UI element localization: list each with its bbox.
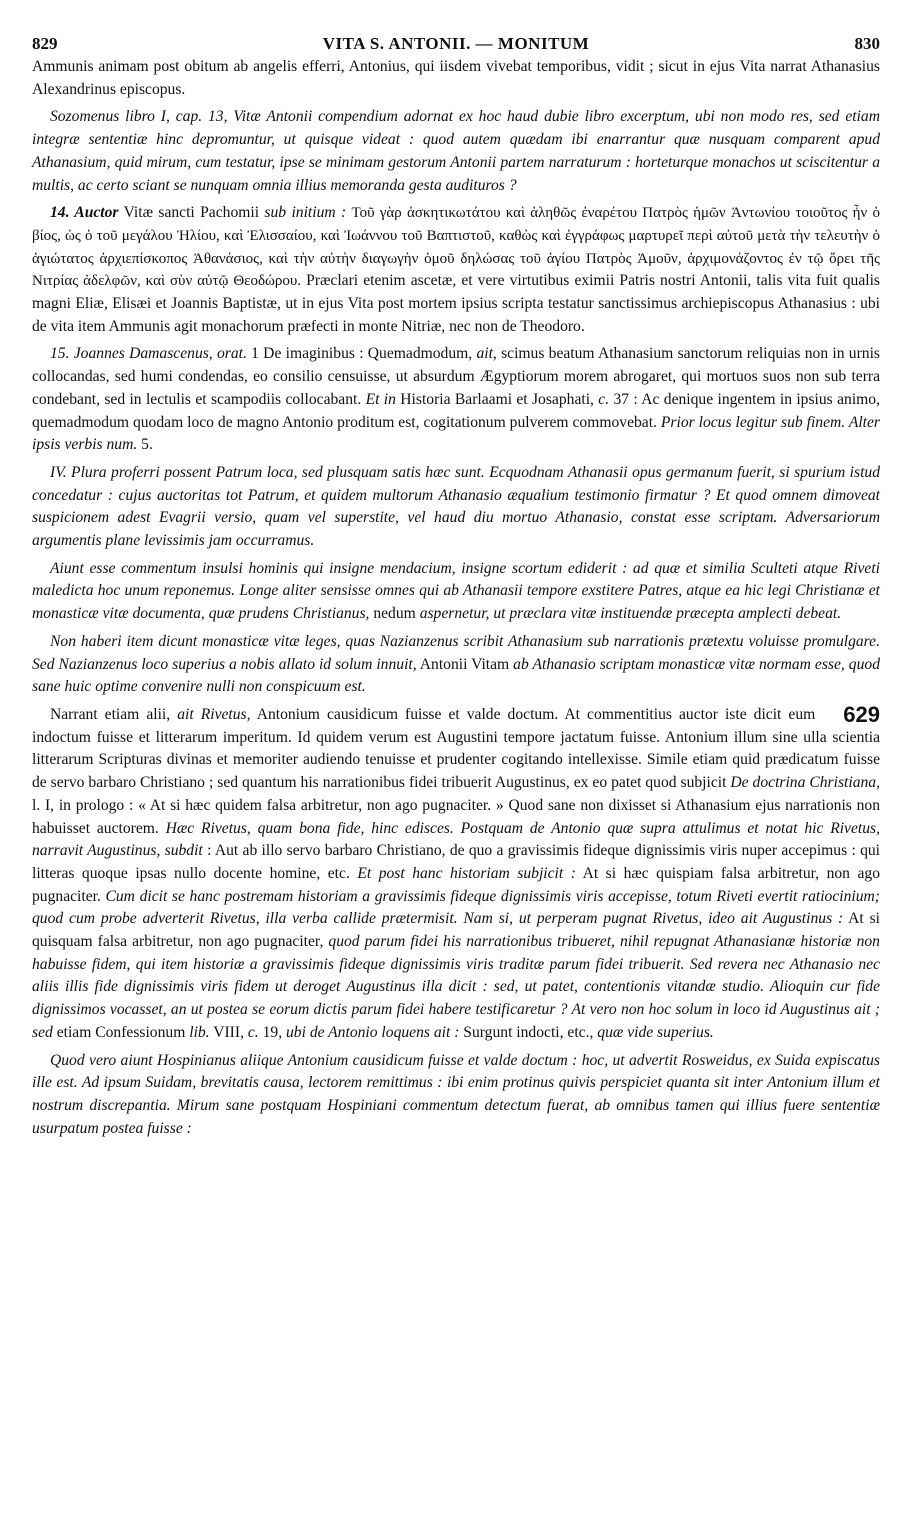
- text: VIII,: [209, 1023, 248, 1041]
- text: Surgunt indocti, etc.,: [459, 1023, 598, 1041]
- text-italic: sub initium :: [264, 204, 347, 222]
- text: Historia Barlaami et Josaphati,: [395, 390, 599, 408]
- text-italic: aspernetur, ut præclara vitæ instituendæ præcepta amplecti debeat.: [415, 605, 842, 623]
- text: 19,: [258, 1023, 286, 1041]
- text: Præclari etenim ascetæ, et vere virtutibus eximii Patris nostri Antonii, talis vita fuit qualis magni Eliæ, Elisæi et Joannis Baptistæ, ut in ejus Vita post mortem ipsius scripta testatur sanctissimus archiepiscopus Athanasius : ubi de vita item Ammunis agit monachorum præfecti in monte Nitriæ, nec non de Theodoro.: [32, 272, 880, 335]
- text: scimus beatum Athanasium sanctorum reliquias non in urnis collocandas, sed humi condendas, eo consilio censuisse, ut absurdum Ægyptiorum morem abrogaret, qui mortuos suos non sub terra condebant, sed in lectulis et scampodiis collocabant.: [32, 345, 880, 408]
- paragraph-sozomenus: Sozomenus libro I, cap. 13, Vitæ Antonii compendium adornat ex hoc haud dubie libro excerptum, ubi non modo res, sed etiam integræ sententiæ hinc depromuntur, ut quisque videat : quod autem quædam ibi enarrantur quæ nusquam comparent apud Athanasium, quid mirum, cum testatur, ipse se minimam gestorum Antonii partem narraturum : horteturque monachos ut sciscitentur a multis, ac certo sciant se nunquam omnia illius memoranda gesta audituros ?: [32, 108, 880, 194]
- text: etiam Confessionum: [52, 1023, 190, 1041]
- text-italic: ubi de Antonio loquens ait :: [286, 1023, 460, 1041]
- text-italic: Hæc Rivetus, quam bona fide, hinc edisces. Postquam de Antonio quæ supra attulimus et notat hic Rivetus, narravit Augustinus, subdit: [32, 819, 880, 860]
- text-italic: c.: [247, 1023, 259, 1041]
- text-italic: Non haberi item dicunt monasticæ vitæ leges, quas Nazianzenus scribit Athanasium sub narrationis prætextu voluisse promulgare. Sed Nazianzenus loco superius a nobis allato id solum innuit,: [32, 632, 880, 673]
- text-italic: ab Athanasio scriptam monasticæ vitæ normam esse, quod sane huic optime convenire nulli non conspicuum est.: [32, 655, 880, 696]
- paragraph-15-damascenus: [32, 343, 880, 457]
- greek-quotation: Τοῦ γὰρ ἀσκητικωτάτου καὶ ἀληθῶς ἐναρέτου Πατρὸς ἡμῶν Ἀντωνίου τοιοῦτος ἦν ὁ βίος, ὡς ὁ τοῦ μεγάλου Ἠλίου, καὶ Ἐλισσαίου, καὶ Ἰωάννου τοῦ Βαπτιστοῦ, καθὼς καὶ ἐγγράφως μαρτυρεῖ περὶ αὐτοῦ μετὰ τὴν τελευτὴν ὁ ἁγιώτατος ἀρχιεπίσκοπος Ἀθανάσιος, καὶ τὴν αὐτὴν διαγωγὴν ὁμοῦ δηλώσας τοῦ ἁγίου Πατρὸς Ἀμοῦν, ἀρχιμονάζοντος ἐν τῷ ὄρει τῆς Νιτρίας ἀδελφῶν, καὶ σὺν αὐτῷ Θεοδώρου.: [32, 205, 880, 290]
- paragraph-aiunt: [32, 558, 880, 626]
- text-italic: c.: [598, 390, 610, 408]
- text-italic: Et post hanc historiam subjicit :: [357, 864, 576, 882]
- text-italic: ait Rivetus,: [177, 705, 251, 723]
- text: At si quisquam falsa arbitretur, non ago pugnaciter,: [32, 910, 880, 951]
- text: At si hæc quispiam falsa arbitretur, non ago pugnaciter.: [32, 864, 880, 905]
- text: : Aut ab illo servo barbaro Christiano, de quo a gravissimis fideque dignissimis viris nuper accepimus : qui litteras quoque ipsas nullo docente homine, etc.: [32, 842, 880, 882]
- running-header: [32, 34, 880, 54]
- text: Antonium causidicum fuisse et valde doctum. At commentitius auctor iste dicit eum indoctum fuisse et litterarum imperitum. Id quidem verum est Augustini tempore jactatum fuisse. Antonium illum sine ulla scientia litterarum Scripturas divinas et memoriter audiendo tenuisse et prudenter cogitando intellexisse. Simile etiam quid prædicatum fuisse de servo barbaro Christiano ; sed quantum his narrationibus fidei tribuerit Augustinus, ex eo patet quod subjicit: [32, 705, 880, 792]
- section-number-14: 14. Auctor: [50, 204, 119, 222]
- text: Narrant etiam alii,: [50, 705, 178, 723]
- text: nedum: [373, 605, 416, 623]
- text-italic: Et in: [365, 390, 396, 408]
- text: Antonii Vitam: [416, 655, 514, 673]
- text-italic: quod parum fidei his narrationibus tribueret, nihil repugnat Athanasianæ historiæ non habuisse fidem, qui item historiæ a gravissimis fideque dignissimis viris traditæ parum fidei tribuerit. Sed revera nec Athanasio nec aliis illis fide dignissimis viris fidem ut deroget Augustinus illa dicit : sed, ut patet, contentionis vitandæ studio. Alioquin cur fide dignissimos vocasset, an ut postea se eorum dictis parum fidei habere testificaretur ? At vero non hoc solum in loco id Augustinus ait ; sed: [32, 933, 880, 1041]
- paragraph-non-haberi: [32, 631, 880, 699]
- text-italic: De doctrina Christiana,: [730, 774, 880, 792]
- text-italic: Cum dicit se hanc postremam historiam a gravissimis fideque dignissimis viris accepisse, totum Riveti evertit ratiocinium; quod cum probe adverterit Rivetus, illa verba callide prætermisit. Nam si, ut perperam pugnat Rivetus, ideo ait Augustinus :: [32, 887, 880, 928]
- text: 1 De imaginibus : Quemadmodum,: [246, 345, 477, 363]
- margin-column-number: 629: [843, 701, 880, 727]
- paragraph-narrant: [32, 701, 880, 1045]
- paragraph-14-pachomius: [32, 202, 880, 338]
- section-lead-15: 15. Joannes Damascenus, orat.: [50, 345, 247, 363]
- text: 5.: [137, 436, 153, 454]
- running-title: VITA S. ANTONII. — MONITUM: [322, 34, 590, 53]
- text-italic: quæ vide superius.: [597, 1023, 714, 1041]
- paragraph-ammunis: Ammunis animam post obitum ab angelis efferri, Antonius, qui iisdem vivebat temporibus, vidit ; sicut in ejus Vita narrat Athanasius Alexandrinus episcopus.: [32, 58, 880, 98]
- text-italic: lib.: [189, 1023, 210, 1041]
- text-italic: Prior locus legitur sub finem. Alter ipsis verbis num.: [32, 413, 880, 454]
- text-italic: ait,: [476, 345, 497, 363]
- page-number-left: 829: [32, 34, 58, 53]
- paragraph-hospinianus: Quod vero aiunt Hospinianus aliique Antonium causidicum fuisse et valde doctum : hoc, ut advertit Rosweidus, ex Suida expiscatus ille est. Ad ipsum Suidam, brevitatis causa, lectorem remittimus : ibi enim protinus quivis perspiciet quanta sit inter Antonium illum et nostrum discrepantia. Mirum sane postquam Hospiniani commentum detectum fuerat, ab omnibus tamen qui illius fuere sententiæ usurpatum postea fuisse :: [32, 1051, 880, 1137]
- text-italic: Aiunt esse commentum insulsi hominis qui insigne mendacium, insigne scortum ediderit : ad quæ et similia Sculteti atque Riveti maledicta hoc unum reponemus. Longe aliter sensisse omnes qui ab Athanasii tempore exstitere Patres, atque ea hic legi Christianæ et monasticæ vitæ documenta, quæ prudens Christianus,: [32, 559, 880, 623]
- page-number-right: 830: [854, 34, 880, 53]
- text: 37 : Ac denique ingentem in ipsius animo, quemadmodum quodam loco de magno Antonio proditum est, cogitationum pulverem commovebat.: [32, 390, 880, 431]
- text: l. I, in prologo : « At si hæc quidem falsa arbitretur, non ago pugnaciter. » Quod sane non dixisset si Athanasium ejus narrationis non habuisset auctorem.: [32, 796, 880, 837]
- paragraph-iv: IV. Plura proferri possent Patrum loca, sed plusquam satis hæc sunt. Ecquodnam Athanasii opus germanum fuerit, si spurium istud concedatur : cujus auctoritas tot Patrum, et quidem multorum Athanasio æqualium testimonio firmatur ? Et quod omnem dimoveat suspicionem adest Evagrii versio, quam vel superstite, vel haud diu mortuo Athanasio, constat esse scriptam. Adversariorum argumentis plane levissimis jam occurramus.: [32, 463, 880, 550]
- text: Vitæ sancti Pachomii: [118, 204, 265, 222]
